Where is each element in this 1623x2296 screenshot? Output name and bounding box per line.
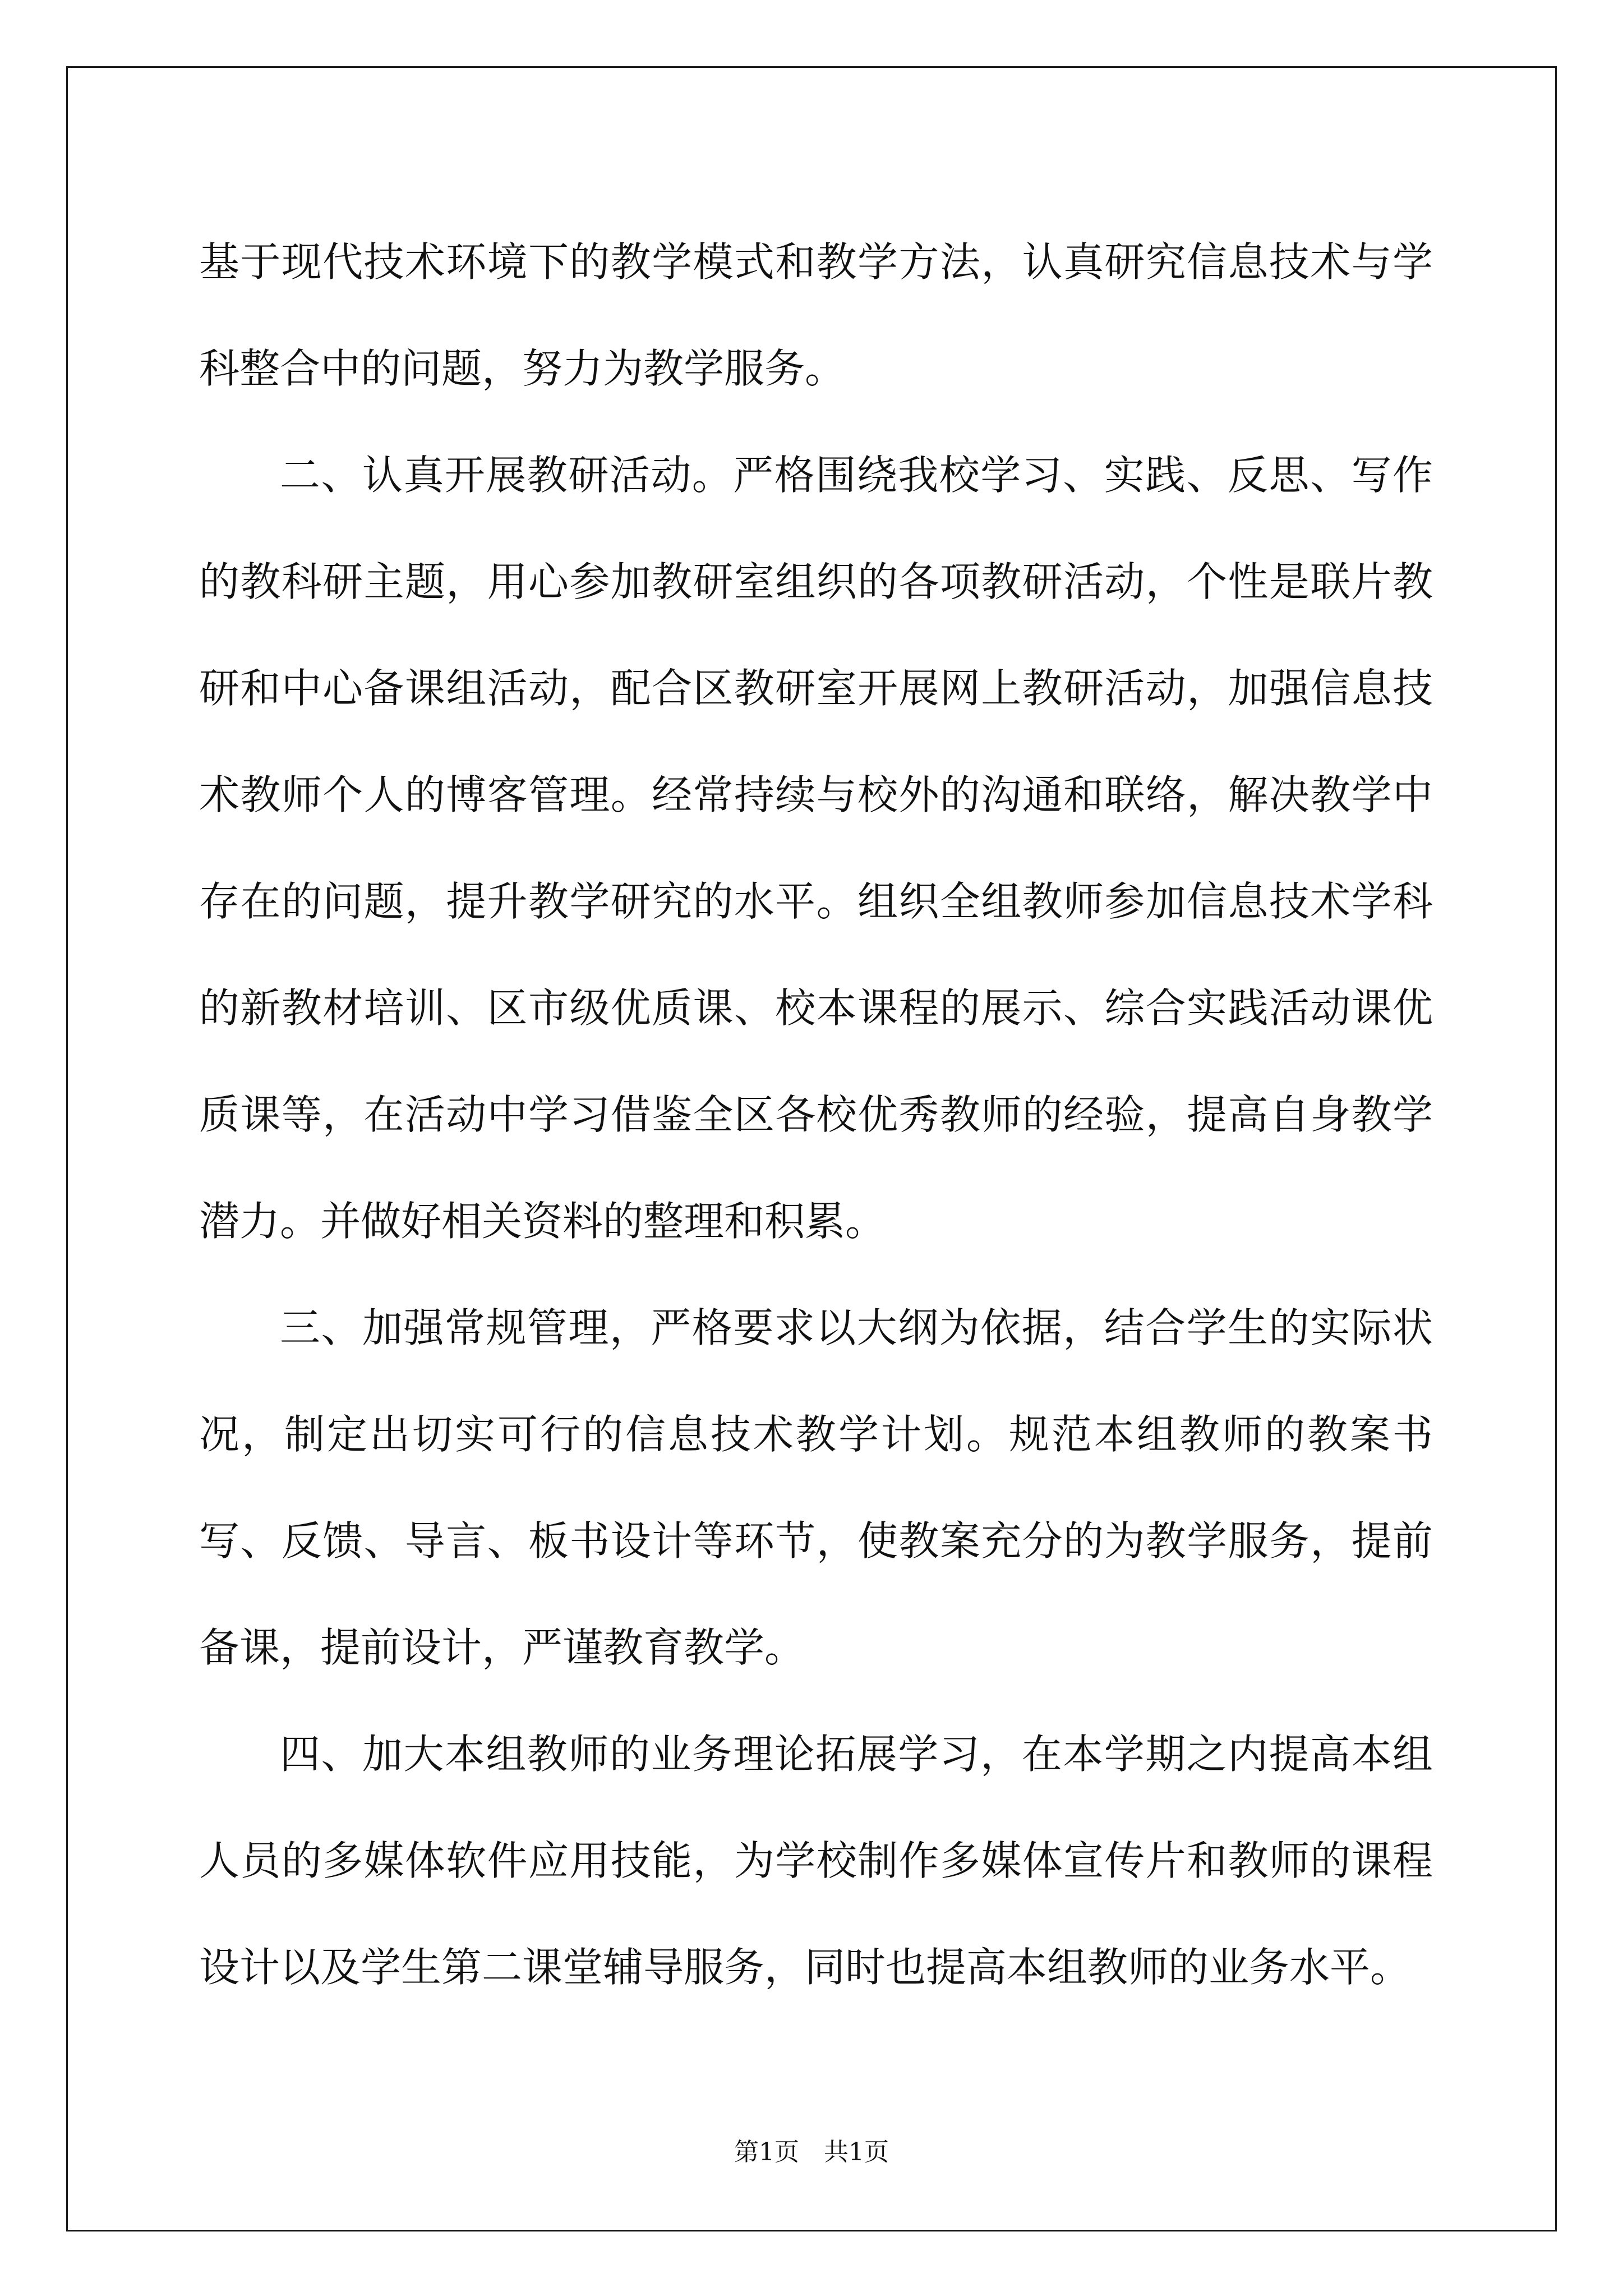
page-footer: 第1页 共1页 (734, 2138, 889, 2166)
paragraph-2: 二、认真开展教研活动。严格围绕我校学习、实践、反思、写作的教科研主题，用心参加教研室组织的各项教研活动，个性是联片教研和中心备课组活动，配合区教研室开展网上教研活动，加强信息技术教师个人的博客管理。经常持续与校外的沟通和联络，解决教学中存在的问题，提升教学研究的水平。组织全组教师参加信息技术学科的新教材培训、区市级优质课、校本课程的展示、综合实践活动课优质课等，在活动中学习借鉴全区各校优秀教师的经验，提高自身教学潜力。并做好相关资料的整理和积累。 (199, 452, 1433, 1245)
paragraph-3: 三、加强常规管理，严格要求以大纲为依据，结合学生的实际状况，制定出切实可行的信息技术教学计划。规范本组教师的教案书写、反馈、导言、板书设计等环节，使教案充分的为教学服务，提前备课，提前设计，严谨教育教学。 (199, 1304, 1433, 1671)
paragraph-4: 四、加大本组教师的业务理论拓展学习，在本学期之内提高本组人员的多媒体软件应用技能，为学校制作多媒体宣传片和教师的课程设计以及学生第二课堂辅导服务，同时也提高本组教师的业务水平。 (199, 1731, 1433, 1991)
paragraph-1: 基于现代技术环境下的教学模式和教学方法，认真研究信息技术与学科整合中的问题，努力为教学服务。 (199, 238, 1433, 392)
document-body (199, 209, 1433, 2021)
